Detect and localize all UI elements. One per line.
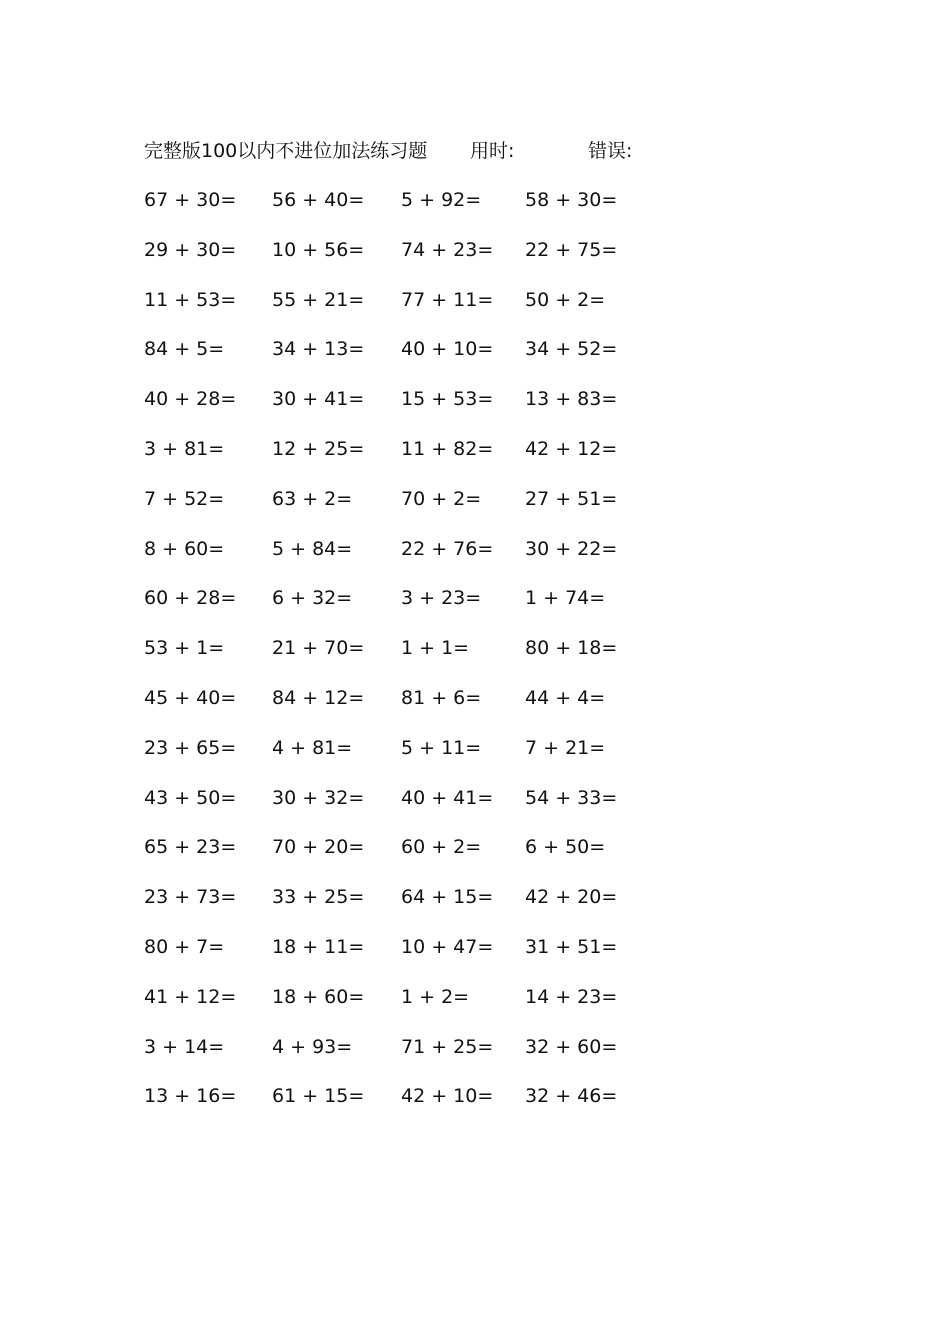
addition-problem: 27 + 51= xyxy=(525,487,618,510)
addition-problem: 6 + 50= xyxy=(525,836,606,859)
addition-problem: 7 + 21= xyxy=(525,736,606,759)
addition-problem: 54 + 33= xyxy=(525,786,618,809)
addition-problem: 40 + 28= xyxy=(144,388,237,411)
addition-problem: 64 + 15= xyxy=(401,886,494,909)
addition-problem: 12 + 25= xyxy=(272,437,365,460)
worksheet-header xyxy=(144,136,704,166)
problem-row xyxy=(0,633,950,683)
addition-problem: 80 + 18= xyxy=(525,637,618,660)
addition-problem: 18 + 60= xyxy=(272,985,365,1008)
addition-problem: 67 + 30= xyxy=(144,189,237,211)
addition-problem: 63 + 2= xyxy=(272,487,353,510)
addition-problem: 6 + 32= xyxy=(272,587,353,610)
addition-problem: 58 + 30= xyxy=(525,189,618,211)
problem-row xyxy=(0,534,950,584)
addition-problem: 18 + 11= xyxy=(272,935,365,958)
addition-problem: 84 + 12= xyxy=(272,686,365,709)
addition-problem: 22 + 75= xyxy=(525,238,618,261)
addition-problem: 11 + 53= xyxy=(144,288,237,311)
problem-row xyxy=(0,384,950,434)
addition-problem: 5 + 11= xyxy=(401,736,482,759)
errors-label: 错误: xyxy=(588,140,633,162)
addition-problem: 56 + 40= xyxy=(272,189,365,211)
addition-problem: 3 + 14= xyxy=(144,1035,225,1058)
problem-row xyxy=(0,982,950,1032)
problem-row xyxy=(0,583,950,633)
addition-problem: 42 + 10= xyxy=(401,1085,494,1108)
addition-problem: 23 + 73= xyxy=(144,886,237,909)
problem-row xyxy=(0,434,950,484)
addition-problem: 30 + 32= xyxy=(272,786,365,809)
addition-problem: 34 + 52= xyxy=(525,338,618,361)
addition-problem: 32 + 46= xyxy=(525,1085,618,1108)
addition-problem: 13 + 83= xyxy=(525,388,618,411)
addition-problem: 11 + 82= xyxy=(401,437,494,460)
addition-problem: 1 + 1= xyxy=(401,637,470,660)
addition-problem: 45 + 40= xyxy=(144,686,237,709)
addition-problem: 81 + 6= xyxy=(401,686,482,709)
addition-problem: 22 + 76= xyxy=(401,537,494,560)
addition-problem: 70 + 2= xyxy=(401,487,482,510)
addition-problem: 80 + 7= xyxy=(144,935,225,958)
addition-problem: 10 + 56= xyxy=(272,238,365,261)
addition-problem: 60 + 2= xyxy=(401,836,482,859)
problem-row xyxy=(0,882,950,932)
addition-problem: 43 + 50= xyxy=(144,786,237,809)
addition-problem: 60 + 28= xyxy=(144,587,237,610)
addition-problem: 4 + 93= xyxy=(272,1035,353,1058)
addition-problem: 14 + 23= xyxy=(525,985,618,1008)
problem-row xyxy=(0,932,950,982)
worksheet-title: 完整版100以内不进位加法练习题 xyxy=(144,140,428,162)
addition-problem: 40 + 10= xyxy=(401,338,494,361)
addition-problem: 61 + 15= xyxy=(272,1085,365,1108)
addition-problem: 8 + 60= xyxy=(144,537,225,560)
problem-row xyxy=(0,783,950,833)
addition-problem: 15 + 53= xyxy=(401,388,494,411)
addition-problem: 30 + 22= xyxy=(525,537,618,560)
addition-problem: 3 + 23= xyxy=(401,587,482,610)
addition-problem: 44 + 4= xyxy=(525,686,606,709)
problem-row xyxy=(0,832,950,882)
addition-problem: 29 + 30= xyxy=(144,238,237,261)
problem-row xyxy=(0,683,950,733)
addition-problem: 32 + 60= xyxy=(525,1035,618,1058)
addition-problem: 31 + 51= xyxy=(525,935,618,958)
addition-problem: 70 + 20= xyxy=(272,836,365,859)
problem-row xyxy=(0,1081,950,1131)
addition-problem: 34 + 13= xyxy=(272,338,365,361)
addition-problem: 23 + 65= xyxy=(144,736,237,759)
problem-row xyxy=(0,733,950,783)
addition-problem: 50 + 2= xyxy=(525,288,606,311)
addition-problem: 74 + 23= xyxy=(401,238,494,261)
addition-problem: 77 + 11= xyxy=(401,288,494,311)
addition-problem: 84 + 5= xyxy=(144,338,225,361)
addition-problem: 1 + 74= xyxy=(525,587,606,610)
addition-problem: 7 + 52= xyxy=(144,487,225,510)
problem-row xyxy=(0,1032,950,1082)
addition-problem: 13 + 16= xyxy=(144,1085,237,1108)
addition-problem: 3 + 81= xyxy=(144,437,225,460)
addition-problem: 30 + 41= xyxy=(272,388,365,411)
problem-row xyxy=(0,484,950,534)
addition-problem: 1 + 2= xyxy=(401,985,470,1008)
addition-problem: 5 + 92= xyxy=(401,189,482,211)
problem-row xyxy=(0,285,950,335)
addition-problem: 42 + 12= xyxy=(525,437,618,460)
addition-problem: 4 + 81= xyxy=(272,736,353,759)
addition-problem: 71 + 25= xyxy=(401,1035,494,1058)
addition-problem: 53 + 1= xyxy=(144,637,225,660)
addition-problem: 41 + 12= xyxy=(144,985,237,1008)
addition-problem: 40 + 41= xyxy=(401,786,494,809)
addition-problem: 55 + 21= xyxy=(272,288,365,311)
problem-row xyxy=(0,334,950,384)
problem-row xyxy=(0,185,950,235)
addition-problem: 10 + 47= xyxy=(401,935,494,958)
problem-grid xyxy=(0,185,950,1131)
problem-row xyxy=(0,235,950,285)
time-label: 用时: xyxy=(470,140,515,162)
addition-problem: 21 + 70= xyxy=(272,637,365,660)
addition-problem: 42 + 20= xyxy=(525,886,618,909)
addition-problem: 5 + 84= xyxy=(272,537,353,560)
addition-problem: 33 + 25= xyxy=(272,886,365,909)
addition-problem: 65 + 23= xyxy=(144,836,237,859)
